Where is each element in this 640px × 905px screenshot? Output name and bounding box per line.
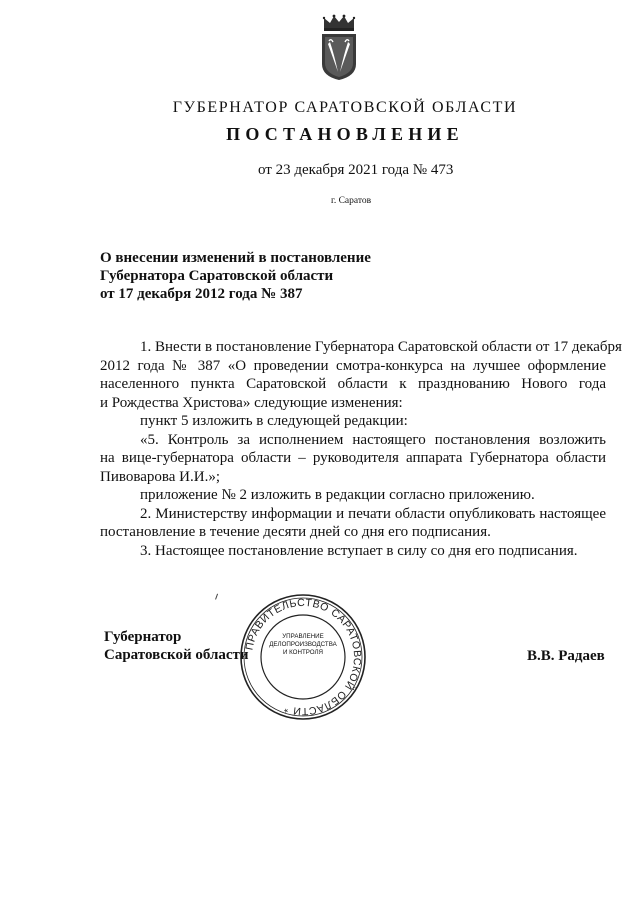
issuer-title: ГУБЕРНАТОР САРАТОВСКОЙ ОБЛАСТИ (172, 99, 518, 116)
signatory-position (104, 628, 249, 664)
document-body (100, 338, 622, 560)
body-line: и Рождества Христова» следующие изменения: (100, 394, 403, 411)
body-line: 2. Министерству информации и печати области опубликовать настоящее (140, 505, 606, 522)
body-line: населенного пункта Саратовской области к празднованию Нового года (100, 376, 606, 392)
subject-line: от 17 декабря 2012 года № 387 (100, 286, 303, 302)
signatory-name: В.В. Радаев (527, 648, 605, 664)
signatory-position-line: Саратовской области (104, 647, 249, 663)
body-line: 2012 года № 387 «О проведении смотра-конкурса на лучшее оформление (100, 357, 606, 374)
body-line: пункт 5 изложить в следующей редакции: (140, 413, 408, 429)
seal-inner-line: УПРАВЛЕНИЕ (282, 633, 324, 640)
subject-line: Губернатора Саратовской области (100, 268, 334, 284)
body-line: на вице-губернатора области – руководителя аппарата Губернатора области (100, 450, 606, 466)
body-line: постановление в течение десяти дней со дня его подписания. (100, 524, 491, 540)
seal-inner-line: И КОНТРОЛЯ (282, 649, 324, 656)
pen-mark (215, 594, 220, 601)
subject-line: О внесении изменений в постановление (100, 250, 371, 266)
signatory-position-line: Губернатор (104, 629, 182, 645)
body-line: приложение № 2 изложить в редакции согласно приложению. (140, 487, 535, 503)
document-subject (100, 249, 371, 303)
body-line: Пивоварова И.И.»; (100, 468, 221, 485)
document-city: г. Саратов (331, 196, 372, 206)
body-line: «5. Контроль за исполнением настоящего постановления возложить (140, 431, 606, 448)
body-line: 3. Настоящее постановление вступает в силу со дня его подписания. (140, 542, 578, 559)
seal-inner-line: ДЕЛОПРОИЗВОДСТВА (269, 641, 337, 648)
body-line: 1. Внести в постановление Губернатора Саратовской области от 17 декабря (140, 339, 622, 355)
document-type: ПОСТАНОВЛЕНИЕ (226, 124, 464, 144)
coat-of-arms-icon (318, 14, 360, 82)
official-seal-icon (238, 592, 368, 722)
seal-ring-text: ПРАВИТЕЛЬСТВО САРАТОВСКОЙ ОБЛАСТИ * (243, 596, 364, 718)
document-date-number: от 23 декабря 2021 года № 473 (258, 162, 454, 178)
seal-inner-text (262, 633, 344, 657)
